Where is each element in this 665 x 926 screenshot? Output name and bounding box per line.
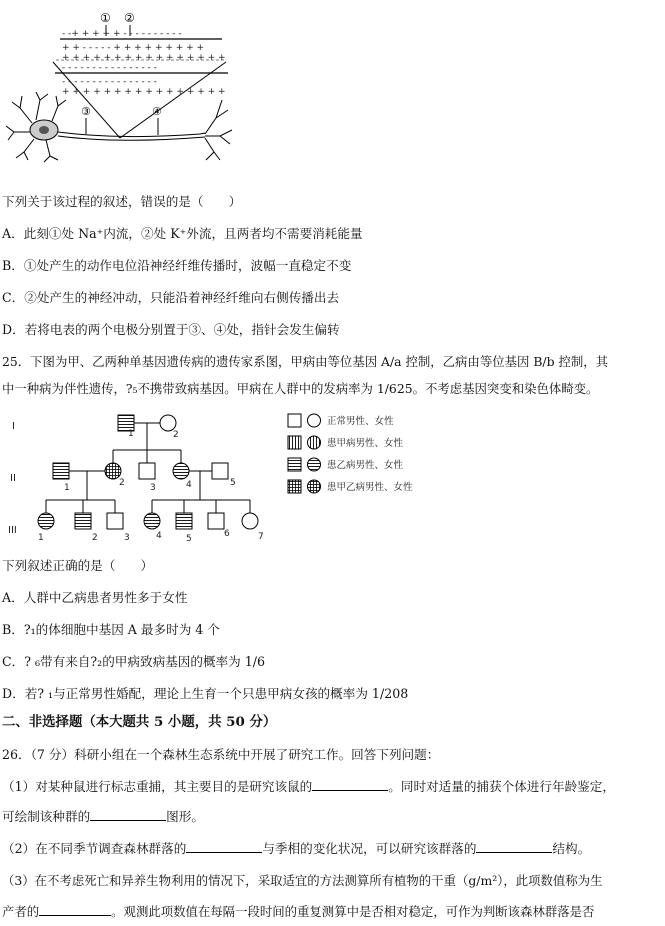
III-6	[208, 513, 224, 529]
q26-p3b: 产者的	[2, 904, 40, 919]
q26-p2a: （2）在不同季节调查森林群落的	[2, 841, 187, 856]
q26-p2b: 与季相的变化状况，可以研究该群落的	[262, 841, 477, 856]
q26-p3-line1: （3）在不考虑死亡和异养生物利用的情况下，采取适宜的方法测算所有植物的干重（g/m²），此项数值称为生	[2, 873, 603, 888]
blank-2[interactable]	[90, 808, 166, 821]
q26-p1-line2	[2, 808, 204, 826]
q24-option-b: B．①处产生的动作电位沿神经纤维传播时，波幅一直稳定不变	[2, 258, 352, 273]
q24-option-a: A．此刻①处 Na⁺内流，②处 K⁺外流，且两者均不需要消耗能量	[2, 226, 363, 241]
II-4	[173, 463, 189, 479]
III-7	[242, 513, 258, 529]
q25-line-2: 中一种病为伴性遗传，?₅不携带致病基因。甲病在人群中的发病率为 1/625。不考虑基因突变和染色体畸变。	[2, 381, 599, 396]
label-II-5: 5	[230, 478, 236, 488]
q24-stem: 下列关于该过程的叙述，错误的是（ ）	[2, 194, 242, 209]
q25-line-1: 25．下图为甲、乙两种单基因遗传病的遗传家系图，甲病由等位基因 A/a 控制，乙病由等位基因 B/b 控制，其	[2, 354, 609, 369]
I-2	[160, 415, 176, 431]
label-II-3: 3	[150, 483, 156, 493]
II-2	[105, 463, 121, 479]
q26-p3c: 。观测此项数值在每隔一段时间的重复测算中是否相对稳定，可作为判断该森林群落是否	[111, 904, 595, 919]
legend-both: 患甲乙病男性、女性	[327, 482, 413, 493]
II-3	[139, 463, 155, 479]
q26-p1-line1	[2, 778, 615, 796]
q25-option-d: D．若? ₁与正常男性婚配，理论上生育一个只患甲病女孩的概率为 1/208	[2, 686, 409, 701]
q24-option-c: C．②处产生的神经冲动，只能沿着神经纤维向右侧传播出去	[2, 290, 340, 305]
marker-3: ③	[81, 105, 91, 118]
label-III-3: 3	[124, 533, 130, 543]
neuron-figure	[0, 0, 665, 165]
III-1	[38, 513, 54, 529]
blank-3[interactable]	[186, 840, 262, 853]
q26-p2	[2, 840, 590, 858]
label-III-7: 7	[258, 532, 264, 542]
pedigree-figure	[0, 405, 665, 550]
q25-stem: 下列叙述正确的是（ ）	[2, 558, 154, 573]
charge-row-1: - -+ + + + + - - - - - - - - - -	[62, 29, 182, 39]
label-I-1: 1	[128, 429, 134, 439]
charge-row-3: + + + + + + + + + + + + + + + +	[62, 53, 226, 63]
III-2	[75, 513, 91, 529]
q25-option-c: C．? ₆带有来自?₂的甲病致病基因的概率为 1/6	[2, 654, 266, 669]
label-III-5: 5	[186, 534, 192, 544]
charge-row-2: + + - - - - - + + + + + + + + +	[62, 43, 205, 53]
legend-yi: 患乙病男性、女性	[327, 460, 404, 471]
II-1	[53, 463, 69, 479]
blank-4[interactable]	[476, 840, 552, 853]
label-III-4: 4	[156, 531, 162, 541]
q26-p1c: 可绘制该种群的	[2, 809, 91, 824]
blank-5[interactable]	[39, 903, 111, 916]
q25-option-a: A．人群中乙病患者男性多于女性	[2, 590, 188, 605]
III-3	[107, 513, 123, 529]
label-II-1: 1	[64, 483, 70, 493]
gen-label-2: II	[10, 473, 16, 484]
charge-row-4: - - - - - - - - - - - - - - - -	[62, 63, 157, 73]
legend-normal: 正常男性、女性	[327, 416, 394, 427]
marker-4: ④	[152, 105, 162, 118]
charge-row-5: - - - - - - - - - - - - - - - -	[62, 77, 157, 87]
q24-option-d: D．若将电表的两个电极分别置于③、④处，指针会发生偏转	[2, 322, 340, 337]
blank-1[interactable]	[312, 778, 388, 791]
label-III-1: 1	[38, 533, 44, 543]
III-4	[144, 513, 160, 529]
q26-p1b: 。同时对适量的捕获个体进行年龄鉴定，	[388, 779, 615, 794]
q26-head: 26．（7 分）科研小组在一个森林生态系统中开展了研究工作。回答下列问题：	[2, 747, 440, 762]
q26-p2c: 结构。	[552, 841, 591, 856]
legend-jia: 患甲病男性、女性	[327, 438, 404, 449]
q26-p3-line2	[2, 903, 594, 921]
gen-label-1: I	[12, 421, 15, 432]
label-II-4: 4	[186, 480, 192, 490]
II-5	[212, 463, 228, 479]
gen-label-3: III	[8, 525, 17, 536]
charge-row-6: + + + + + + + + + + + + + + + +	[62, 87, 226, 97]
q26-p1d: 图形。	[166, 809, 204, 824]
label-III-6: 6	[224, 529, 230, 539]
section-heading: 二、非选择题（本大题共 5 小题，共 50 分）	[2, 714, 277, 730]
label-III-2: 2	[92, 533, 98, 543]
marker-1: ①	[100, 11, 111, 25]
label-I-2: 2	[173, 430, 179, 440]
q26-p1a: （1）对某种鼠进行标志重捕，其主要目的是研究该鼠的	[2, 779, 313, 794]
III-5	[176, 513, 192, 529]
marker-2: ②	[124, 11, 135, 25]
label-II-2: 2	[119, 478, 125, 488]
q25-option-b: B．?₁的体细胞中基因 A 最多时为 4 个	[2, 622, 220, 637]
